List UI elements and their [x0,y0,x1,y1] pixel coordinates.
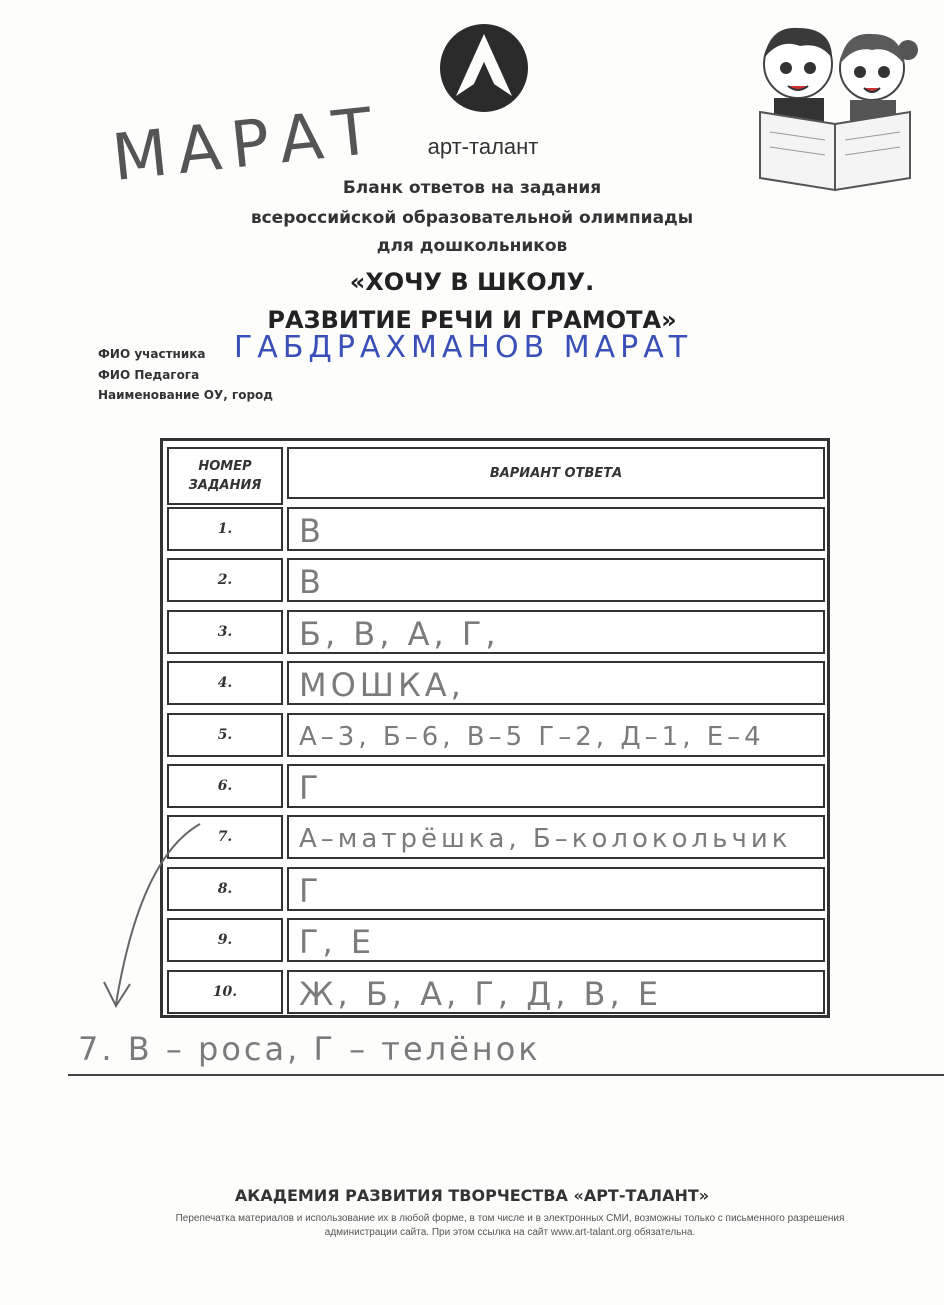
answer-cell: МОШКА, [287,661,825,705]
answer-cell: В [287,558,825,602]
header-line-1: Бланк ответов на задания [342,178,602,198]
header-line-3: для дошкольников [376,236,568,256]
answer-cell: В [287,507,825,551]
task-number-cell: 6. [167,764,283,808]
task-number-cell: 1. [167,507,283,551]
task-number-cell: 4. [167,661,283,705]
header-line-2: всероссийской образовательной олимпиады [250,208,694,228]
olympiad-title-2: РАЗВИТИЕ РЕЧИ И ГРАМОТА» [267,306,677,334]
task-number-cell: 7. [167,815,283,859]
participant-label: ФИО участника [98,347,206,361]
task-number-cell: 9. [167,918,283,962]
footer-title: АКАДЕМИЯ РАЗВИТИЯ ТВОРЧЕСТВА «АРТ-ТАЛАНТ» [234,1186,710,1205]
task-number-cell: 10. [167,970,283,1014]
teacher-label: ФИО Педагога [98,368,200,382]
handwritten-underline [68,1074,944,1076]
task-number-cell: 3. [167,610,283,654]
footer-copyright-note: Перепечатка материалов и использование их в любой форме, в том числе и в электронных СМИ, возможны только с письменного разрешения администрации сайта. При этом ссылка на сайт www.art-talant.org обязательна. [175,1213,845,1238]
olympiad-title-1: «ХОЧУ В ШКОЛУ. [349,268,595,296]
answer-cell: Г, Е [287,918,825,962]
answer-cell: Ж, Б, А, Г, Д, В, Е [287,970,825,1014]
column-header-answer: ВАРИАНТ ОТВЕТА [287,447,825,499]
answer-cell: Г [287,764,825,808]
task-number-cell: 8. [167,867,283,911]
school-label: Наименование ОУ, город [98,388,273,402]
handwritten-top-name: МАРАТ [108,94,386,196]
brand-name: арт-талант [427,134,539,159]
column-header-number: НОМЕР ЗАДАНИЯ [167,447,283,505]
children-reading-illustration [740,12,930,192]
task-number-cell: 5. [167,713,283,757]
handwritten-extra-answer: 7. В – роса, Г – телёнок [78,1030,541,1068]
handwritten-arrow [100,818,210,1018]
task-number-cell: 2. [167,558,283,602]
answer-cell: А–матрёшка, Б–колокольчик [287,815,825,859]
answer-cell: Г [287,867,825,911]
answer-cell: А–3, Б–6, В–5 Г–2, Д–1, Е–4 [287,713,825,757]
answer-cell: Б, В, А, Г, [287,610,825,654]
art-talant-logo [438,22,530,114]
answers-table [160,438,830,1018]
participant-name-handwritten: ГАБДРАХМАНОВ МАРАТ [234,330,693,365]
